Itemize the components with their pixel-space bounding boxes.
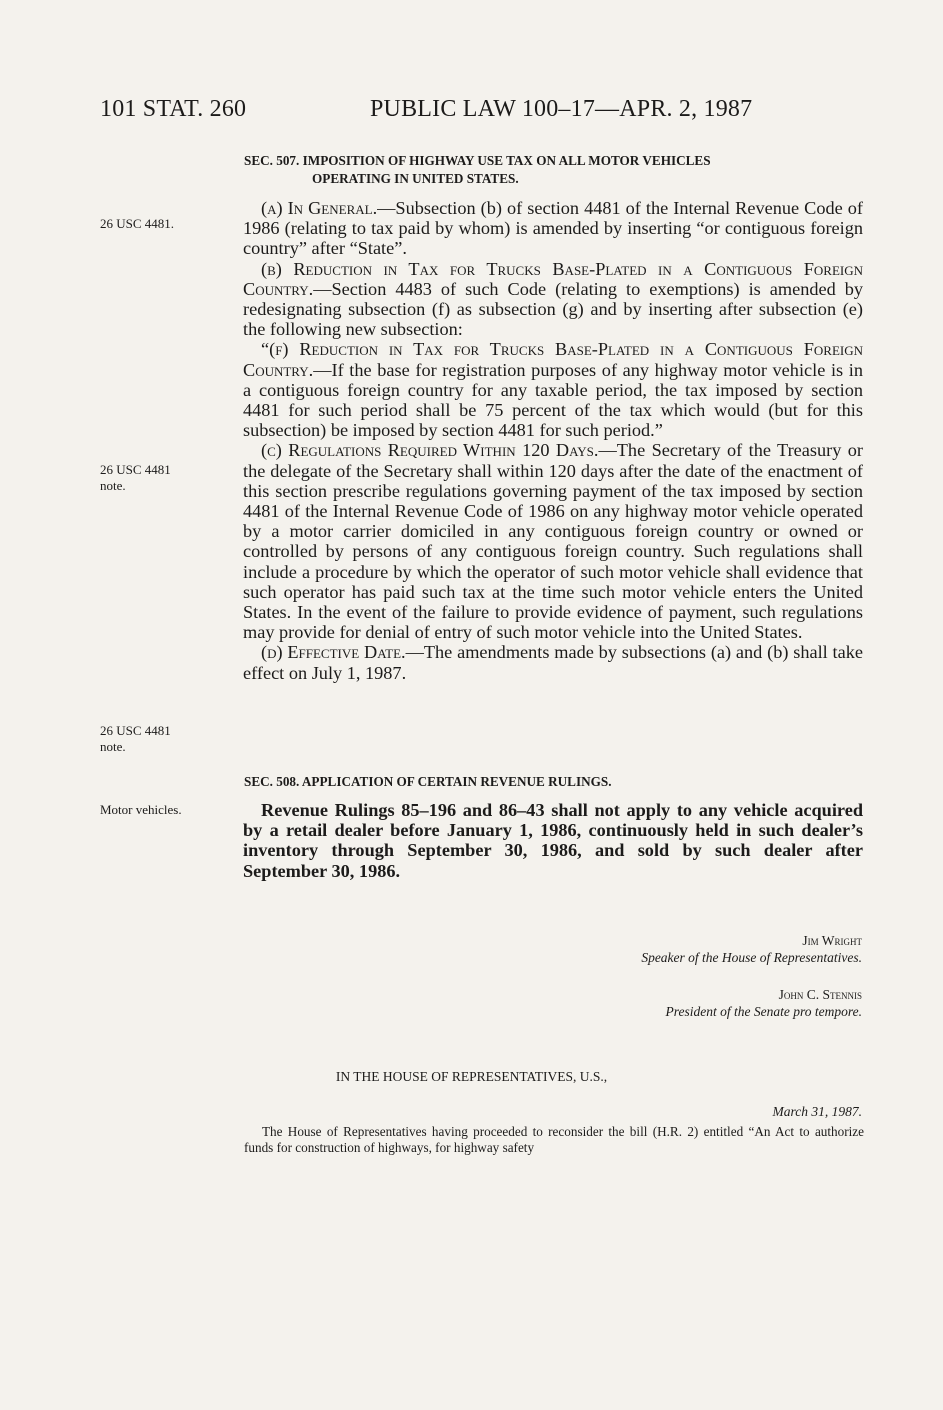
margin-note-usc-4481-note-2: [100, 723, 220, 754]
margin-note-line: 26 USC 4481: [100, 723, 171, 738]
subsection-a-text: —Subsection (b) of section 4481 of the Internal Revenue Code of 1986 (relating to tax paid by whom) is amended by inserting “or contiguous foreign country” after “State”.: [243, 198, 863, 259]
speaker-signature: [641, 932, 862, 966]
subsection-f: [243, 339, 863, 440]
president-name: John C. Stennis: [778, 987, 862, 1002]
subsection-c-label: (c) Regulations Required Within 120 Days.: [261, 440, 599, 461]
subsection-d-label: (d) Effective Date.: [261, 642, 406, 663]
house-text: [244, 1124, 864, 1156]
margin-note-line: note.: [100, 477, 126, 493]
president-title: President of the Senate pro tempore.: [665, 1004, 862, 1019]
subsection-b-text: —Section 4483 of such Code (relating to exemptions) is amended by redesignating subsection (f) as subsection (g) and by inserting after subsection (e) the following new subsection:: [243, 278, 863, 340]
subsection-a: [243, 198, 863, 259]
house-text-content: The House of Representatives having proceeded to reconsider the bill (H.R. 2) entitled “An Act to authorize funds for construction of highways, for highway safety: [244, 1124, 864, 1155]
president-signature: [666, 986, 862, 1020]
house-date: March 31, 1987.: [772, 1104, 862, 1119]
subsection-d-text: —The amendments made by subsections (a) and (b) shall take effect on July 1, 1987.: [243, 642, 863, 683]
margin-note-line: note.: [100, 738, 126, 754]
sec508-body: [243, 800, 863, 881]
page-law-title: PUBLIC LAW 100–17—APR. 2, 1987: [370, 96, 753, 122]
sec507-heading: [244, 152, 864, 188]
subsection-f-label: “(f) Reduction in Tax for Trucks Base-Plated in a Contiguous Foreign Country.: [243, 339, 863, 380]
speaker-title: Speaker of the House of Representatives.: [641, 950, 862, 965]
subsection-c: [243, 440, 863, 642]
sec507-body: [243, 198, 863, 683]
subsection-b: [243, 259, 863, 340]
subsection-c-text: —The Secretary of the Treasury or the delegate of the Secretary shall within 120 days after the date of the enactment of this section prescribe regulations governing payment of the tax imposed by section 4481 of the Internal Revenue Code of 1986 on any highway motor vehicle operated by a motor carrier domiciled in any contiguous foreign country or owned or controlled by persons of any contiguous foreign country. Such regulations shall include a procedure by which the operator of such motor vehicle shall evidence that such operator has paid such tax at the time such motor vehicle enters the United States. In the event of the failure to provide evidence of payment, such regulations may provide for denial of entry of such motor vehicle into the United States.: [243, 440, 863, 643]
house-heading: IN THE HOUSE OF REPRESENTATIVES, U.S.,: [335, 1069, 608, 1084]
margin-note-usc-4481: 26 USC 4481.: [100, 216, 175, 231]
margin-note-usc-4481-note-1: [100, 462, 220, 493]
margin-note-line: 26 USC 4481: [100, 462, 171, 477]
sec507-heading-line2: OPERATING IN UNITED STATES.: [312, 171, 519, 186]
margin-note-motor-vehicles: Motor vehicles.: [100, 802, 182, 817]
speaker-name: Jim Wright: [802, 933, 862, 948]
sec508-text: Revenue Rulings 85–196 and 86–43 shall not apply to any vehicle acquired by a retail dealer before January 1, 1986, continuously held in such dealer’s inventory through September 30, 1986, and sold by such dealer after September 30, 1986.: [243, 800, 863, 881]
page-stat-number: 101 STAT. 260: [100, 96, 247, 122]
subsection-d: [243, 642, 863, 682]
sec507-heading-line1: SEC. 507. IMPOSITION OF HIGHWAY USE TAX ON ALL MOTOR VEHICLES: [244, 153, 711, 168]
sec508-heading: SEC. 508. APPLICATION OF CERTAIN REVENUE RULINGS.: [244, 774, 612, 789]
subsection-a-label: (a) In General.: [261, 198, 378, 218]
subsection-f-text: —If the base for registration purposes of any highway motor vehicle is in a contiguous foreign country for any taxable period, the tax imposed by section 4481 for such period shall be 75 percent of the tax which would (but for this subsection) be imposed by section 4481 for such period.”: [243, 359, 863, 441]
subsection-b-label: (b) Reduction in Tax for Trucks Base-Plated in a Contiguous Foreign Country.: [243, 258, 863, 299]
